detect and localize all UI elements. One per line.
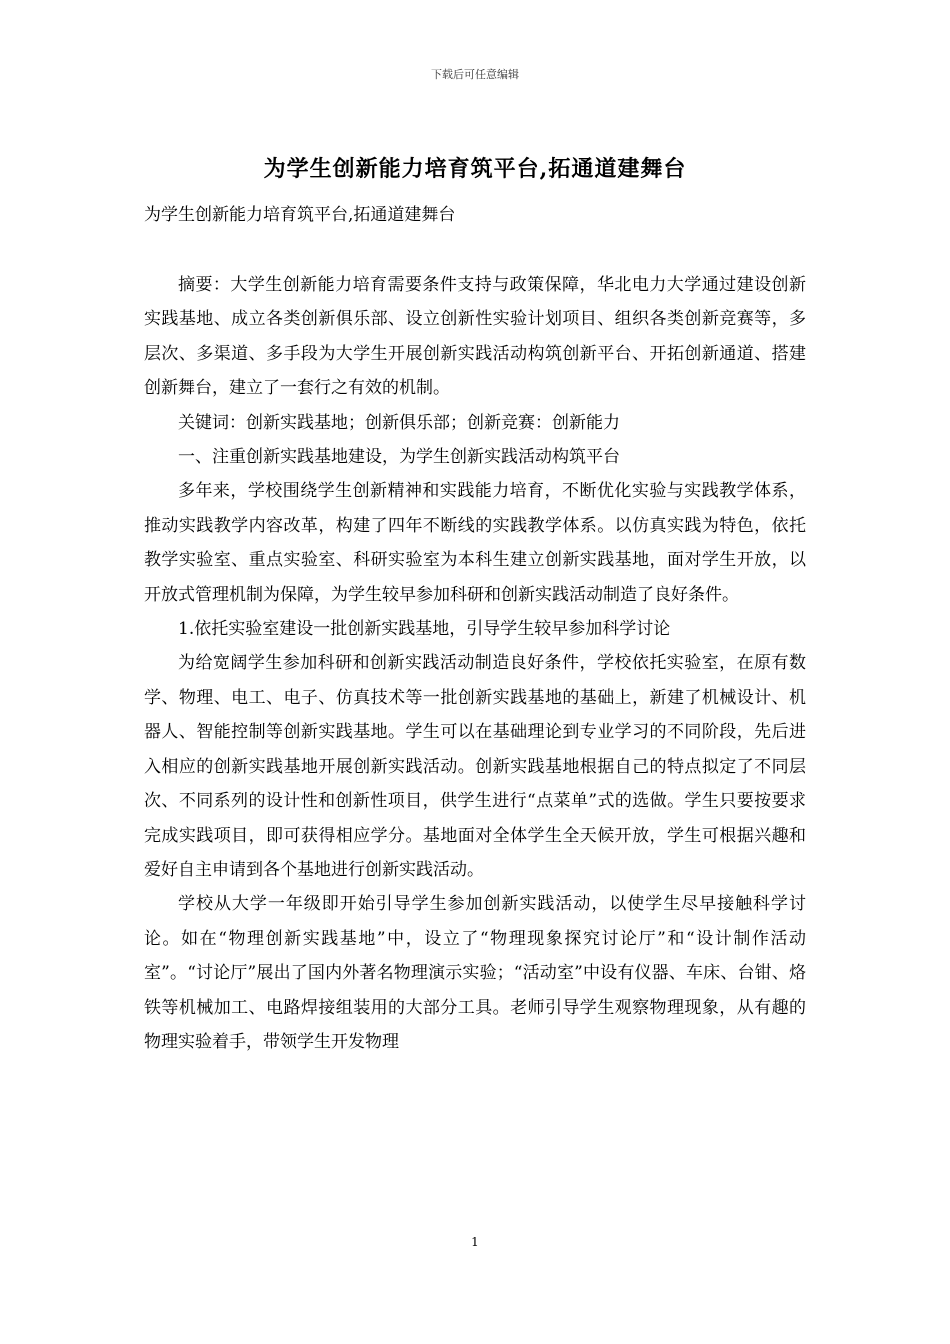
- body-paragraph: 学校从大学一年级即开始引导学生参加创新实践活动，以使学生尽早接触科学讨论。如在“物理创新实践基地”中，设立了“物理现象探究讨论厅”和“设计制作活动室”。“讨论厅”展出了国内外著名物理演示实验；“活动室”中设有仪器、车床、台钳、烙铁等机械加工、电路焊接组装用的大部分工具。老师引导学生观察物理现象，从有趣的物理实验着手，带领学生开发物理: [144, 894, 806, 1052]
- keywords-paragraph: 关键词：创新实践基地；创新俱乐部；创新竞赛：创新能力: [178, 412, 620, 433]
- body-paragraph: 为给宽阔学生参加科研和创新实践活动制造良好条件，学校依托实验室，在原有数学、物理、电工、电子、仿真技术等一批创新实践基地的基础上，新建了机械设计、机器人、智能控制等创新实践基地。学生可以在基础理论到专业学习的不同阶段，先后进入相应的创新实践基地开展创新实践活动。创新实践基地根据自己的特点拟定了不同层次、不同系列的设计性和创新性项目，供学生进行“点菜单”式的选做。学生只要按要求完成实践项目，即可获得相应学分。基地面对全体学生全天候开放，学生可根据兴趣和爱好自主申请到各个基地进行创新实践活动。: [144, 653, 806, 880]
- section-heading-1: 一、注重创新实践基地建设，为学生创新实践活动构筑平台: [178, 447, 620, 468]
- page-number: 1: [471, 1235, 479, 1249]
- document-title: 为学生创新能力培育筑平台,拓通道建舞台: [263, 156, 687, 182]
- header-note: 下载后可任意编辑: [431, 68, 519, 81]
- document-body: [144, 268, 806, 1059]
- abstract-paragraph: 摘要：大学生创新能力培育需要条件支持与政策保障，华北电力大学通过建设创新实践基地、成立各类创新俱乐部、设立创新性实验计划项目、组织各类创新竞赛等，多层次、多渠道、多手段为大学生开展创新实践活动构筑创新平台、开拓创新通道、搭建创新舞台，建立了一套行之有效的机制。: [144, 275, 806, 399]
- body-paragraph: 多年来，学校围绕学生创新精神和实践能力培育，不断优化实验与实践教学体系，推动实践教学内容改革，构建了四年不断线的实践教学体系。以仿真实践为特色，依托教学实验室、重点实验室、科研实验室为本科生建立创新实践基地，面对学生开放，以开放式管理机制为保障，为学生较早参加科研和创新实践活动制造了良好条件。: [144, 481, 806, 605]
- subsection-heading-1: 1.依托实验室建设一批创新实践基地，引导学生较早参加科学讨论: [178, 619, 671, 640]
- document-subtitle: 为学生创新能力培育筑平台,拓通道建舞台: [144, 205, 456, 225]
